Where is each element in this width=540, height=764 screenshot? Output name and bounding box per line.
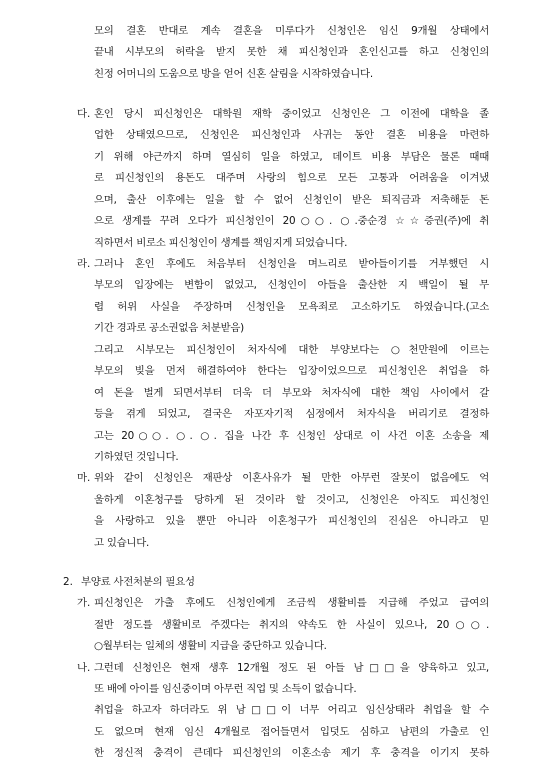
text-line: 업한 상태였으므로, 신청인은 피신청인과 사귀는 동안 결혼 비용을 마련하 — [94, 129, 489, 142]
text-line: 그리고 시부모는 피신청인이 처자식에 대한 부양보다는 ○천만원에 이르는 — [94, 343, 489, 356]
text-line: 로 피신청인의 용돈도 대주며 사랑의 힘으로 모든 고통과 어려움을 이겨냈 — [94, 172, 489, 185]
text-line: 취업을 하고자 하더라도 위 남□□이 너무 어리고 임신상태라 취업을 할 수 — [94, 704, 489, 717]
item-marker: 라. — [77, 258, 91, 270]
text-line: 여 돈을 벌게 되면서부터 더욱 더 부모와 처자식에 대한 책임 사이에서 갈 — [94, 386, 489, 399]
text-line: 기간 경과로 공소권없음 처분받음) — [94, 322, 244, 335]
text-line: 직하면서 비로소 피신청인이 생계를 책임지게 되었습니다. — [94, 236, 348, 249]
text-line: 끝내 시부모의 허락을 받지 못한 채 피신청인과 혼인신고를 하고 신청인의 — [94, 46, 489, 59]
text-line: 기하였던 것입니다. — [94, 451, 179, 463]
item-marker: 마. — [77, 472, 91, 485]
text-line: 도 없으며 현재 임신 4개월로 접어들면서 입덧도 심하고 남편의 가출로 인 — [94, 725, 489, 738]
text-line: 그런데 신청인은 현재 생후 12개월 정도 된 아들 남□□을 양육하고 있고, — [94, 661, 489, 674]
text-line: 고 있습니다. — [94, 536, 150, 549]
text-line: 으로 생계를 꾸려 오다가 피신청인이 20○○. ○.중순경 ☆☆증권(주)에 취 — [94, 215, 489, 228]
text-line: 그러나 혼인 후에도 처음부터 신청인을 며느리로 받아들이기를 거부했던 시 — [94, 258, 489, 270]
text-line: 기 위해 야근까지 하며 열심히 일을 하였고, 데이트 비용 부담은 물론 때때 — [94, 150, 489, 163]
text-line: 으며, 출산 이후에는 일을 할 수 없어 신청인이 받은 퇴직금과 저축해둔 돈 — [94, 193, 489, 206]
text-line: 친정 어머니의 도움으로 방을 얻어 신혼 살림을 시작하였습니다. — [94, 67, 373, 80]
text-line: 혼인 당시 피신청인은 대학원 재학 중이었고 신청인은 그 이전에 대학을 졸 — [94, 107, 489, 120]
item-marker: 다. — [77, 107, 91, 120]
text-line: 렵 허위 사실을 주장하며 신청인을 모욕죄로 고소하기도 하였습니다.(고소 — [94, 300, 489, 313]
text-line: 등을 겪게 되었고, 결국은 자포자기적 심정에서 처자식을 버리기로 결정하 — [94, 408, 489, 421]
item-marker: 나. — [77, 661, 91, 674]
text-line: 부모의 입장에는 변함이 없었고, 신청인이 아들을 출산한 지 백일이 될 무 — [94, 279, 489, 292]
section-heading: 부양료 사전처분의 필요성 — [81, 575, 195, 588]
text-line: 고는 20○○. ○. ○. 집을 나간 후 신청인 상대로 이 사건 이혼 소송을 제 — [94, 429, 489, 442]
text-line: 을 사랑하고 있을 뿐만 아니라 이혼청구가 피신청인의 진심은 아니라고 믿 — [94, 515, 489, 528]
section-number: 2. — [63, 575, 73, 588]
text-line: 부모의 빚을 먼저 해결하여야 한다는 입장이었으므로 피신청인은 취업을 하 — [94, 365, 489, 378]
text-line: ○월부터는 일체의 생활비 지급을 중단하고 있습니다. — [94, 640, 327, 653]
text-line: 또 배에 아이를 임신중이며 아무런 직업 및 소득이 없습니다. — [94, 683, 357, 695]
text-line: 한 정신적 충격이 큰데다 피신청인의 이혼소송 제기 후 충격을 이기지 못하 — [94, 747, 489, 760]
text-line: 피신청인은 가출 후에도 신청인에게 조금씩 생활비를 지급해 주었고 급여의 — [94, 597, 489, 610]
text-line: 위와 같이 신청인은 재판상 이혼사유가 될 만한 아무런 잘못이 없음에도 억 — [94, 472, 489, 485]
text-line: 모의 결혼 반대로 계속 결혼을 미루다가 신청인은 임신 9개월 상태에서 — [94, 25, 489, 37]
text-line: 울하게 이혼청구를 당하게 된 것이라 할 것이고, 신청인은 아직도 피신청인 — [94, 493, 489, 506]
item-marker: 가. — [77, 597, 91, 610]
text-line: 절반 정도를 생활비로 주겠다는 취지의 약속도 한 사실이 있으나, 20○○. — [94, 618, 489, 631]
